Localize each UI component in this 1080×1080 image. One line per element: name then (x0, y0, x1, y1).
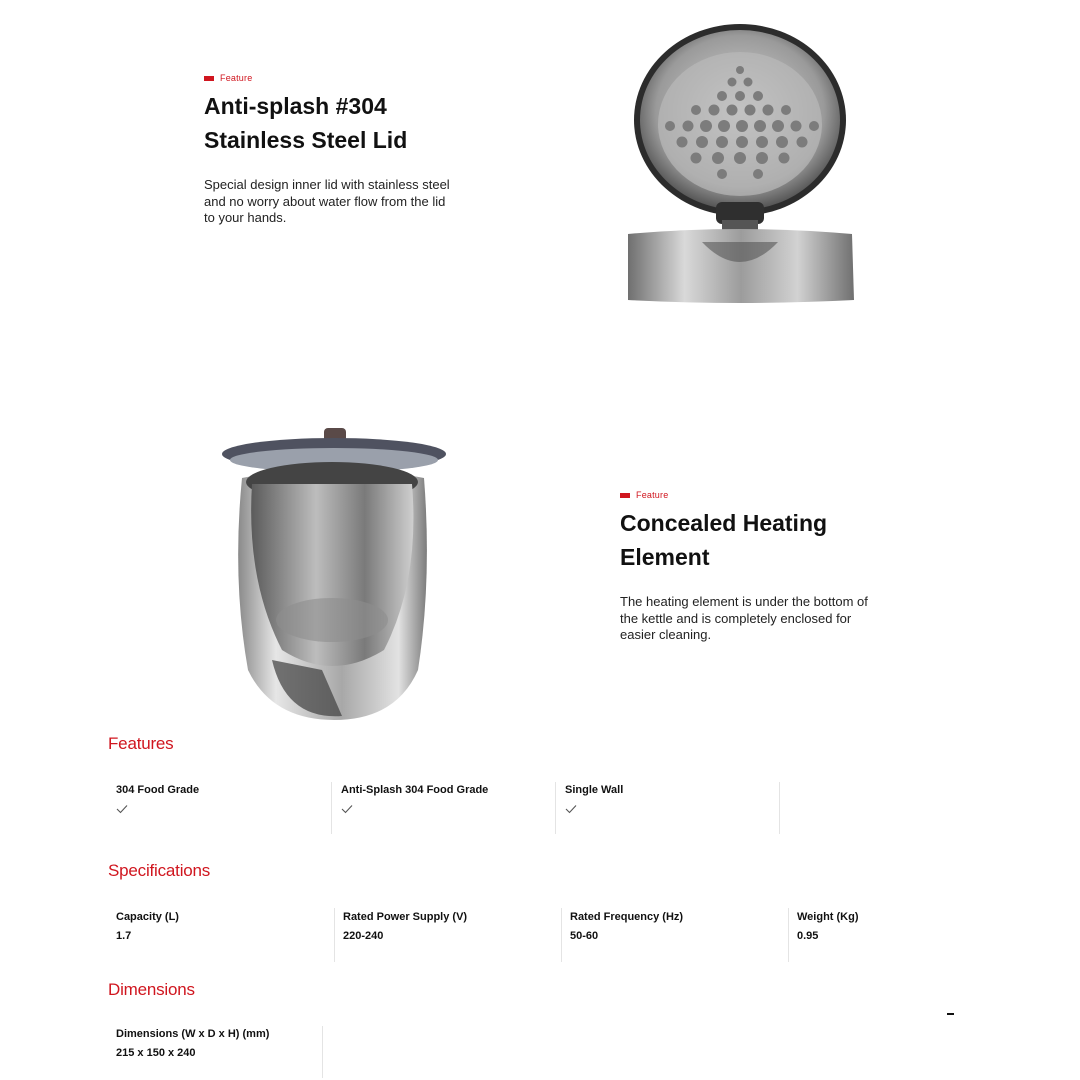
feature-tag-label: Feature (636, 490, 669, 500)
column-divider (788, 908, 789, 962)
spec-label: Weight (Kg) (797, 911, 859, 923)
feature-description-line: and no worry about water flow from the lid (204, 193, 446, 209)
check-icon (116, 804, 199, 814)
feature-title-line: Stainless Steel Lid (204, 127, 408, 153)
column-divider (331, 782, 332, 834)
feature-tag (620, 490, 668, 500)
spec-value: 1.7 (116, 930, 132, 942)
column-divider (322, 1026, 323, 1078)
feature-item-label: Single Wall (565, 784, 624, 796)
feature-description (620, 594, 868, 644)
spec-value: 0.95 (797, 930, 819, 942)
feature-tag-marker (620, 493, 630, 498)
check-icon (341, 804, 488, 814)
spec-label: Rated Frequency (Hz) (570, 911, 684, 923)
spec-label: Capacity (L) (116, 911, 179, 923)
feature-description-line: The heating element is under the bottom of (620, 594, 868, 609)
dimension-value: 215 x 150 x 240 (116, 1047, 196, 1059)
spec-label: Rated Power Supply (V) (343, 911, 468, 923)
feature-item (116, 784, 199, 814)
feature-description-line: the kettle and is completely enclosed for (620, 610, 852, 626)
spec-value: 220-240 (343, 930, 384, 942)
column-divider (555, 782, 556, 834)
dash-mark (947, 1013, 954, 1015)
feature-item-label: Anti-Splash 304 Food Grade (341, 784, 489, 796)
feature-description (204, 177, 450, 227)
feature-title (620, 506, 827, 574)
features-section-title: Features (108, 734, 174, 753)
spec-item (343, 911, 467, 942)
feature-tag-label: Feature (220, 73, 253, 83)
dimensions-section-title: Dimensions (108, 980, 195, 999)
column-divider (779, 782, 780, 834)
check-icon (565, 804, 623, 814)
feature-title-line: Anti-splash #304 (204, 93, 387, 119)
spec-value: 50-60 (570, 930, 599, 942)
dimension-label: Dimensions (W x D x H) (mm) (116, 1028, 270, 1040)
spec-item (797, 911, 859, 942)
dimension-item (116, 1028, 269, 1059)
feature-tag-marker (204, 76, 214, 81)
feature-description-line: to your hands. (204, 210, 287, 225)
feature-description-line: easier cleaning. (620, 627, 712, 642)
column-divider (334, 908, 335, 962)
feature-item (565, 784, 623, 814)
feature-tag (204, 73, 252, 83)
spec-item (116, 911, 179, 942)
kettle-lid-image (622, 20, 858, 304)
feature-title-line: Concealed Heating (620, 510, 828, 536)
feature-item (341, 784, 488, 814)
kettle-open-image (212, 420, 450, 732)
specifications-section-title: Specifications (108, 861, 211, 880)
feature-title (204, 89, 407, 157)
spec-item (570, 911, 683, 942)
feature-title-line: Element (620, 544, 710, 570)
feature-description-line: Special design inner lid with stainless steel (204, 177, 450, 192)
feature-item-label: 304 Food Grade (116, 784, 200, 796)
column-divider (561, 908, 562, 962)
